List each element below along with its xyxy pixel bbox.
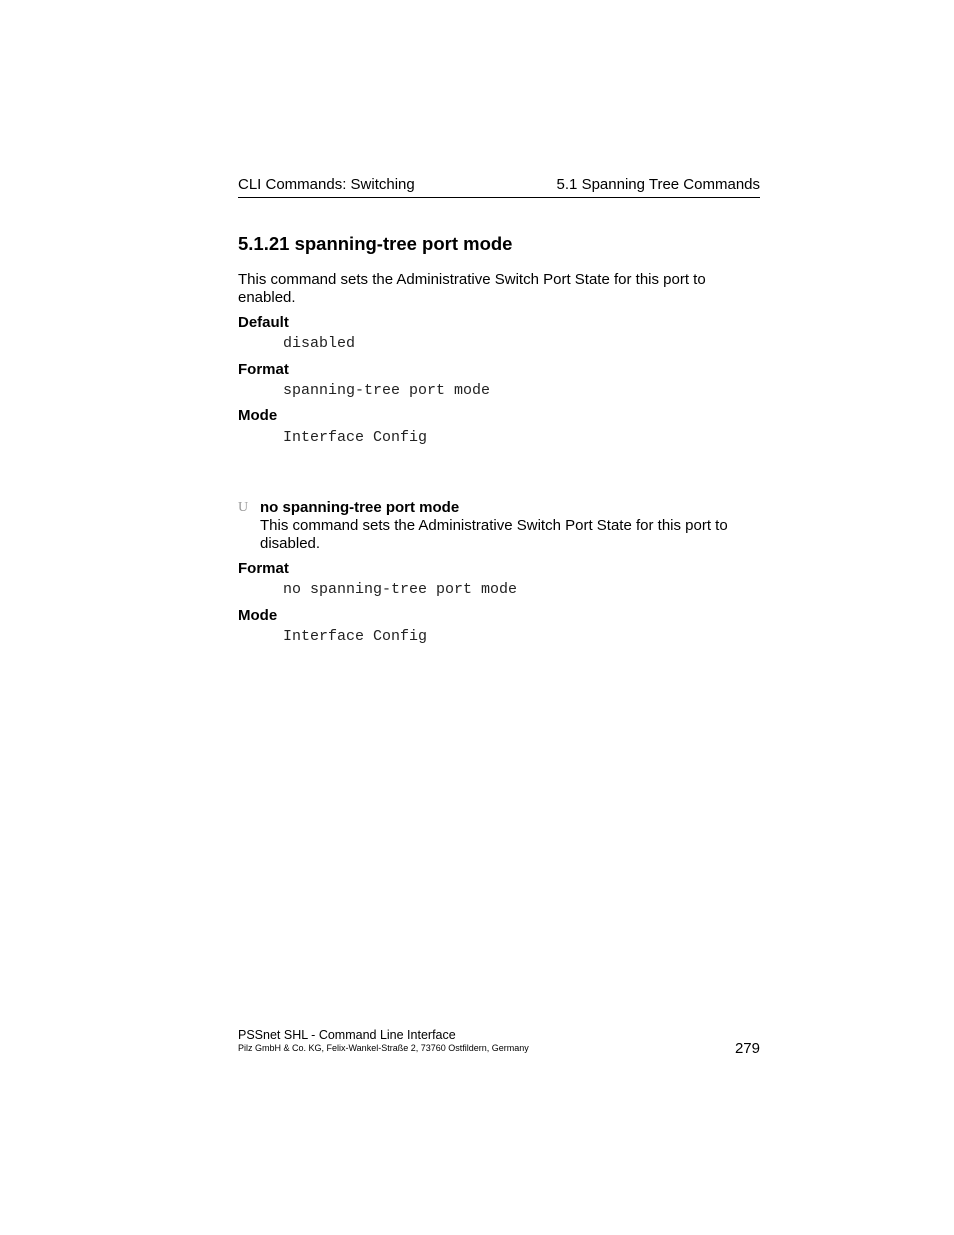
format-label: Format [238, 361, 289, 378]
header-section-title: 5.1 Spanning Tree Commands [556, 176, 760, 193]
subcommand-description: This command sets the Administrative Switch Port State for this port to disabled. [260, 517, 728, 552]
subcommand-format-value: no spanning-tree port mode [283, 581, 518, 598]
subcommand-heading: no spanning-tree port mode [260, 499, 460, 516]
bullet-marker: U [238, 500, 249, 515]
default-value: disabled [283, 335, 356, 352]
subcommand-format-label: Format [238, 560, 289, 577]
running-header [238, 175, 760, 198]
footer-product-name: PSSnet SHL - Command Line Interface [238, 1028, 456, 1042]
page-number: 279 [734, 1040, 760, 1057]
section-heading: 5.1.21 spanning-tree port mode [238, 233, 513, 254]
section-description: This command sets the Administrative Switch Port State for this port to enabled. [238, 271, 706, 306]
mode-label: Mode [238, 407, 278, 424]
format-value: spanning-tree port mode [283, 382, 491, 399]
mode-value: Interface Config [283, 429, 428, 446]
header-chapter-title: CLI Commands: Switching [238, 176, 415, 193]
footer-company-address: Pilz GmbH & Co. KG, Felix-Wankel-Straße 2, 73760 Ostfildern, Germany [238, 1043, 529, 1053]
default-label: Default [238, 314, 289, 331]
subcommand-mode-value: Interface Config [283, 628, 428, 645]
subcommand-mode-label: Mode [238, 607, 278, 624]
